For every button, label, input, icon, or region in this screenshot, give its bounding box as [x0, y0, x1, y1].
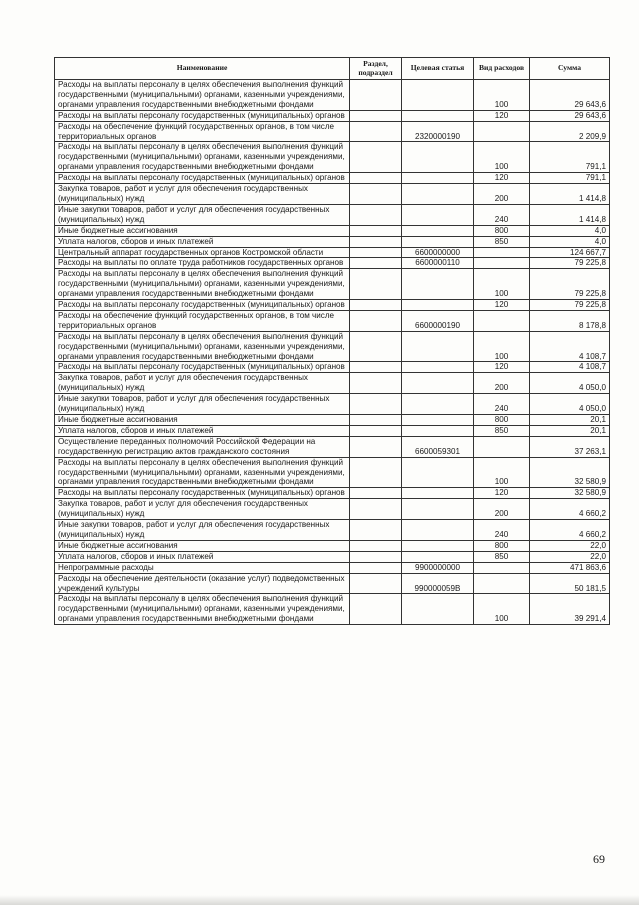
cell-sum: 4 660,2 — [530, 520, 610, 541]
cell-sum: 29 643,6 — [530, 110, 610, 121]
cell-name: Иные бюджетные ассигнования — [55, 225, 350, 236]
cell-name: Расходы на выплаты персоналу государственных (муниципальных) органов — [55, 488, 350, 499]
cell-sum: 4 108,7 — [530, 331, 610, 362]
cell-name: Закупка товаров, работ и услуг для обеспечения государственных (муниципальных) нужд — [55, 184, 350, 205]
cell-kind: 120 — [474, 488, 530, 499]
page-number: 69 — [593, 852, 605, 866]
cell-kind: 100 — [474, 80, 530, 111]
cell-name: Уплата налогов, сборов и иных платежей — [55, 425, 350, 436]
cell-target — [402, 415, 474, 426]
cell-sum: 1 414,8 — [530, 184, 610, 205]
table-row — [55, 300, 610, 311]
table-row — [55, 562, 610, 573]
cell-target — [402, 551, 474, 562]
cell-section — [350, 394, 402, 415]
cell-target — [402, 425, 474, 436]
cell-sum: 4,0 — [530, 236, 610, 247]
cell-name: Иные бюджетные ассигнования — [55, 540, 350, 551]
cell-sum: 4 050,0 — [530, 373, 610, 394]
table-row — [55, 415, 610, 426]
cell-target — [402, 499, 474, 520]
cell-section — [350, 142, 402, 173]
cell-section — [350, 373, 402, 394]
table-row — [55, 499, 610, 520]
cell-section — [350, 594, 402, 625]
cell-section — [350, 362, 402, 373]
cell-kind: 240 — [474, 520, 530, 541]
cell-sum: 37 263,1 — [530, 436, 610, 457]
cell-name: Расходы на выплаты персоналу в целях обеспечения выполнения функций государственными (муниципальными) органами, казенными учреждениями, органами управления государственными внебюджетными фондами — [55, 269, 350, 300]
cell-name: Иные закупки товаров, работ и услуг для обеспечения государственных (муниципальных) нужд — [55, 394, 350, 415]
header-target: Целевая статья — [402, 58, 474, 80]
table-row — [55, 436, 610, 457]
cell-target — [402, 394, 474, 415]
cell-sum: 32 580,9 — [530, 488, 610, 499]
cell-name: Расходы на выплаты персоналу в целях обеспечения выполнения функций государственными (муниципальными) органами, казенными учреждениями, органами управления государственными внебюджетными фондами — [55, 142, 350, 173]
cell-section — [350, 247, 402, 258]
cell-kind: 200 — [474, 499, 530, 520]
table-row — [55, 362, 610, 373]
cell-name: Расходы на выплаты персоналу государственных (муниципальных) органов — [55, 362, 350, 373]
cell-kind: 850 — [474, 425, 530, 436]
cell-name: Расходы на выплаты персоналу государственных (муниципальных) органов — [55, 173, 350, 184]
cell-section — [350, 258, 402, 269]
header-row — [55, 58, 610, 80]
cell-sum: 8 178,8 — [530, 310, 610, 331]
cell-sum: 471 863,6 — [530, 562, 610, 573]
cell-sum: 4 050,0 — [530, 394, 610, 415]
table-row — [55, 236, 610, 247]
table-row — [55, 457, 610, 488]
cell-section — [350, 540, 402, 551]
cell-sum: 32 580,9 — [530, 457, 610, 488]
table-row — [55, 204, 610, 225]
cell-section — [350, 436, 402, 457]
table-row — [55, 269, 610, 300]
cell-sum: 791,1 — [530, 142, 610, 173]
cell-kind: 120 — [474, 110, 530, 121]
table-row — [55, 394, 610, 415]
cell-sum: 50 181,5 — [530, 573, 610, 594]
header-kind: Вид расходов — [474, 58, 530, 80]
cell-kind: 800 — [474, 415, 530, 426]
cell-kind: 850 — [474, 551, 530, 562]
cell-target: 6600059301 — [402, 436, 474, 457]
table-row — [55, 540, 610, 551]
cell-section — [350, 121, 402, 142]
cell-kind — [474, 562, 530, 573]
cell-sum: 79 225,8 — [530, 300, 610, 311]
cell-kind — [474, 573, 530, 594]
cell-sum: 79 225,8 — [530, 258, 610, 269]
table-row — [55, 142, 610, 173]
cell-section — [350, 499, 402, 520]
cell-target — [402, 457, 474, 488]
cell-name: Уплата налогов, сборов и иных платежей — [55, 551, 350, 562]
page-edge-shadow — [0, 895, 639, 905]
cell-sum: 4 660,2 — [530, 499, 610, 520]
cell-name: Расходы на выплаты персоналу государственных (муниципальных) органов — [55, 300, 350, 311]
cell-section — [350, 310, 402, 331]
cell-name: Расходы на выплаты персоналу в целях обеспечения выполнения функций государственными (муниципальными) органами, казенными учреждениями, органами управления государственными внебюджетными фондами — [55, 457, 350, 488]
table-header — [55, 58, 610, 80]
cell-target — [402, 520, 474, 541]
cell-sum: 791,1 — [530, 173, 610, 184]
table-row — [55, 110, 610, 121]
cell-kind: 100 — [474, 331, 530, 362]
table-row — [55, 121, 610, 142]
cell-sum: 4,0 — [530, 225, 610, 236]
cell-kind — [474, 258, 530, 269]
cell-sum: 20,1 — [530, 415, 610, 426]
table-row — [55, 80, 610, 111]
cell-kind: 850 — [474, 236, 530, 247]
cell-sum: 20,1 — [530, 425, 610, 436]
cell-section — [350, 204, 402, 225]
cell-kind: 100 — [474, 269, 530, 300]
cell-target — [402, 236, 474, 247]
cell-target — [402, 204, 474, 225]
table-row — [55, 173, 610, 184]
cell-target — [402, 173, 474, 184]
cell-target — [402, 373, 474, 394]
table-row — [55, 225, 610, 236]
cell-name: Осуществление переданных полномочий Российской Федерации на государственную регистрацию актов гражданского состояния — [55, 436, 350, 457]
cell-section — [350, 225, 402, 236]
cell-name: Расходы на выплаты персоналу в целях обеспечения выполнения функций государственными (муниципальными) органами, казенными учреждениями, органами управления государственными внебюджетными фондами — [55, 594, 350, 625]
cell-kind: 200 — [474, 184, 530, 205]
cell-section — [350, 415, 402, 426]
cell-target — [402, 540, 474, 551]
cell-section — [350, 269, 402, 300]
cell-section — [350, 457, 402, 488]
cell-section — [350, 173, 402, 184]
cell-section — [350, 573, 402, 594]
cell-sum: 39 291,4 — [530, 594, 610, 625]
cell-kind — [474, 121, 530, 142]
table-row — [55, 488, 610, 499]
cell-name: Расходы на выплаты персоналу в целях обеспечения выполнения функций государственными (муниципальными) органами, казенными учреждениями, органами управления государственными внебюджетными фондами — [55, 331, 350, 362]
table-row — [55, 310, 610, 331]
header-sum: Сумма — [530, 58, 610, 80]
cell-section — [350, 562, 402, 573]
cell-name: Непрограммные расходы — [55, 562, 350, 573]
cell-section — [350, 300, 402, 311]
cell-target — [402, 225, 474, 236]
cell-section — [350, 551, 402, 562]
cell-name: Уплата налогов, сборов и иных платежей — [55, 236, 350, 247]
cell-target — [402, 488, 474, 499]
cell-name: Центральный аппарат государственных органов Костромской области — [55, 247, 350, 258]
cell-sum: 1 414,8 — [530, 204, 610, 225]
table-row — [55, 573, 610, 594]
cell-name: Иные закупки товаров, работ и услуг для обеспечения государственных (муниципальных) нужд — [55, 204, 350, 225]
cell-target — [402, 362, 474, 373]
cell-section — [350, 236, 402, 247]
cell-target — [402, 269, 474, 300]
cell-kind — [474, 247, 530, 258]
cell-kind: 240 — [474, 204, 530, 225]
cell-name: Расходы на обеспечение функций государственных органов, в том числе территориальных органов — [55, 121, 350, 142]
table-row — [55, 551, 610, 562]
cell-name: Закупка товаров, работ и услуг для обеспечения государственных (муниципальных) нужд — [55, 373, 350, 394]
cell-name: Расходы на обеспечение деятельности (оказание услуг) подведомственных учреждений культуры — [55, 573, 350, 594]
cell-sum: 79 225,8 — [530, 269, 610, 300]
cell-sum: 2 209,9 — [530, 121, 610, 142]
cell-sum: 124 667,7 — [530, 247, 610, 258]
cell-section — [350, 80, 402, 111]
cell-section — [350, 425, 402, 436]
table-row — [55, 373, 610, 394]
header-name: Наименование — [55, 58, 350, 80]
cell-kind: 100 — [474, 594, 530, 625]
cell-name: Иные бюджетные ассигнования — [55, 415, 350, 426]
cell-section — [350, 110, 402, 121]
cell-target: 2320000190 — [402, 121, 474, 142]
cell-sum: 22,0 — [530, 540, 610, 551]
cell-name: Закупка товаров, работ и услуг для обеспечения государственных (муниципальных) нужд — [55, 499, 350, 520]
cell-target — [402, 300, 474, 311]
cell-target: 6600000110 — [402, 258, 474, 269]
cell-sum: 4 108,7 — [530, 362, 610, 373]
cell-kind — [474, 310, 530, 331]
table-row — [55, 331, 610, 362]
cell-name: Расходы на выплаты по оплате труда работников государственных органов — [55, 258, 350, 269]
cell-section — [350, 488, 402, 499]
cell-target — [402, 80, 474, 111]
table-row — [55, 247, 610, 258]
cell-name: Иные закупки товаров, работ и услуг для обеспечения государственных (муниципальных) нужд — [55, 520, 350, 541]
cell-section — [350, 184, 402, 205]
cell-target: 6600000190 — [402, 310, 474, 331]
cell-target — [402, 594, 474, 625]
table-row — [55, 425, 610, 436]
table-row — [55, 594, 610, 625]
cell-target — [402, 184, 474, 205]
cell-kind: 200 — [474, 373, 530, 394]
cell-name: Расходы на выплаты персоналу в целях обеспечения выполнения функций государственными (муниципальными) органами, казенными учреждениями, органами управления государственными внебюджетными фондами — [55, 80, 350, 111]
budget-table — [54, 57, 610, 625]
cell-target — [402, 331, 474, 362]
cell-name: Расходы на обеспечение функций государственных органов, в том числе территориальных органов — [55, 310, 350, 331]
cell-kind: 240 — [474, 394, 530, 415]
cell-kind: 100 — [474, 457, 530, 488]
cell-kind: 800 — [474, 225, 530, 236]
table-row — [55, 520, 610, 541]
cell-name: Расходы на выплаты персоналу государственных (муниципальных) органов — [55, 110, 350, 121]
cell-section — [350, 520, 402, 541]
cell-kind: 100 — [474, 142, 530, 173]
cell-kind: 120 — [474, 300, 530, 311]
cell-sum: 29 643,6 — [530, 80, 610, 111]
cell-kind — [474, 436, 530, 457]
cell-kind: 800 — [474, 540, 530, 551]
header-section: Раздел, подраздел — [350, 58, 402, 80]
cell-kind: 120 — [474, 362, 530, 373]
table-row — [55, 258, 610, 269]
cell-kind: 120 — [474, 173, 530, 184]
cell-section — [350, 331, 402, 362]
table-body — [55, 80, 610, 625]
cell-target: 6600000000 — [402, 247, 474, 258]
table-row — [55, 184, 610, 205]
cell-sum: 22,0 — [530, 551, 610, 562]
cell-target — [402, 110, 474, 121]
cell-target: 990000059В — [402, 573, 474, 594]
cell-target — [402, 142, 474, 173]
cell-target: 9900000000 — [402, 562, 474, 573]
